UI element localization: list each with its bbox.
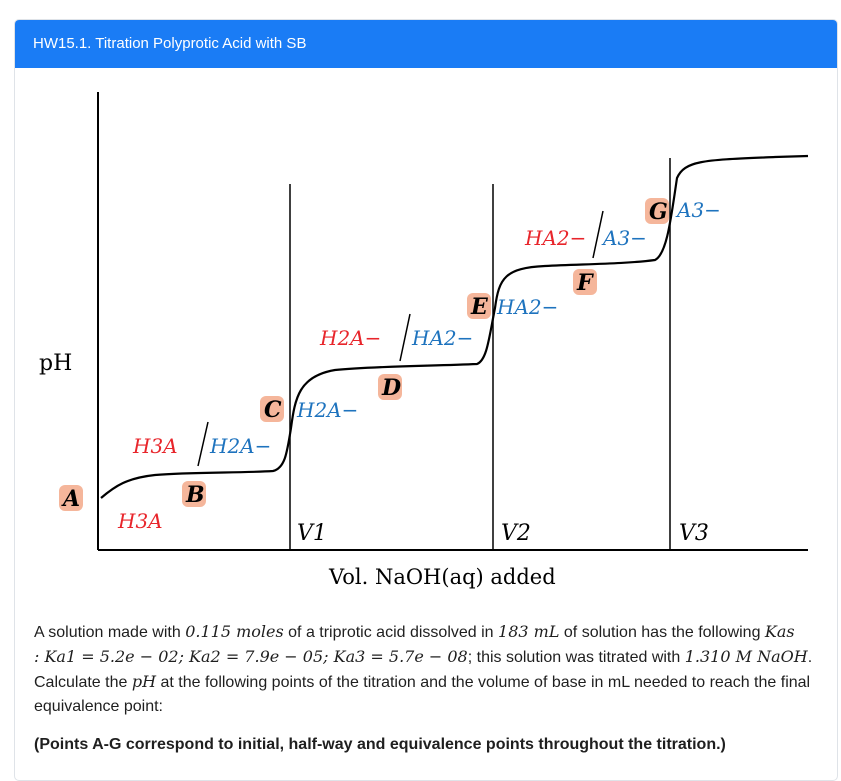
species-s5: HA2− [497,295,559,319]
point-e-label: E [471,294,488,320]
problem-card [14,19,838,781]
half-point-slash-d [400,314,410,361]
species-s4b: HA2− [412,326,474,350]
species-s2b: H2A− [210,434,272,458]
point-b-label: B [186,482,205,508]
titration-figure [15,68,837,608]
equivalence-label-v3: V3 [679,521,709,546]
point-g-label: G [649,199,668,225]
moles-value: 0.115 moles [185,622,284,641]
equivalence-label-v1: V1 [297,521,327,546]
problem-text-d: ; this solution was titrated with [467,649,685,666]
species-s1: H3A [118,509,163,533]
ka-values: : Ka1 = 5.2e − 02; Ka2 = 7.9e − 05; Ka3 = 5.7e − 08 [34,647,468,666]
species-s6a: HA2− [525,226,587,250]
problem-paragraph [34,620,824,719]
base-value: 1.310 M NaOH [684,647,808,666]
point-c-label: C [264,397,282,423]
point-c [260,396,284,423]
point-d [378,374,402,401]
kas-symbol: Kas [764,622,795,641]
species-s6b: A3− [603,226,647,250]
point-f-label: F [577,270,593,296]
point-e [467,293,491,320]
problem-statement [34,620,824,771]
y-axis-label: pH [39,351,73,376]
problem-text-f: at the following points of the titration and the volume of base in mL needed to reach the final equivalence point: [34,674,811,715]
equivalence-label-v2: V2 [501,521,531,546]
species-s4a: H2A− [320,326,382,350]
point-g [645,198,669,225]
species-s2a: H3A [133,434,178,458]
problem-text-b: of a triprotic acid dissolved in [283,624,499,641]
problem-text-a: A solution made with [34,624,186,641]
titration-chart [15,68,837,608]
problem-text-c: of solution has the following [559,624,765,641]
half-point-slash-b [198,422,208,466]
point-d-label: D [382,375,402,401]
species-s3: H2A− [297,398,359,422]
volume-value: 183 mL [498,622,560,641]
point-b [182,481,206,508]
point-f [573,269,597,296]
problem-text-e: . Calculate the [34,649,813,691]
point-a-label: A [63,486,81,512]
point-a [59,485,83,512]
x-axis-label: Vol. NaOH(aq) added [329,565,556,589]
ph-symbol: pH [131,672,157,691]
card-header [15,20,837,68]
problem-note: (Points A-G correspond to initial, half-way and equivalence points throughout the titration.) [34,736,726,753]
half-point-slash-f [593,211,603,258]
page-title: HW15.1. Titration Polyprotic Acid with SB [33,35,307,52]
species-s7: A3− [677,198,721,222]
